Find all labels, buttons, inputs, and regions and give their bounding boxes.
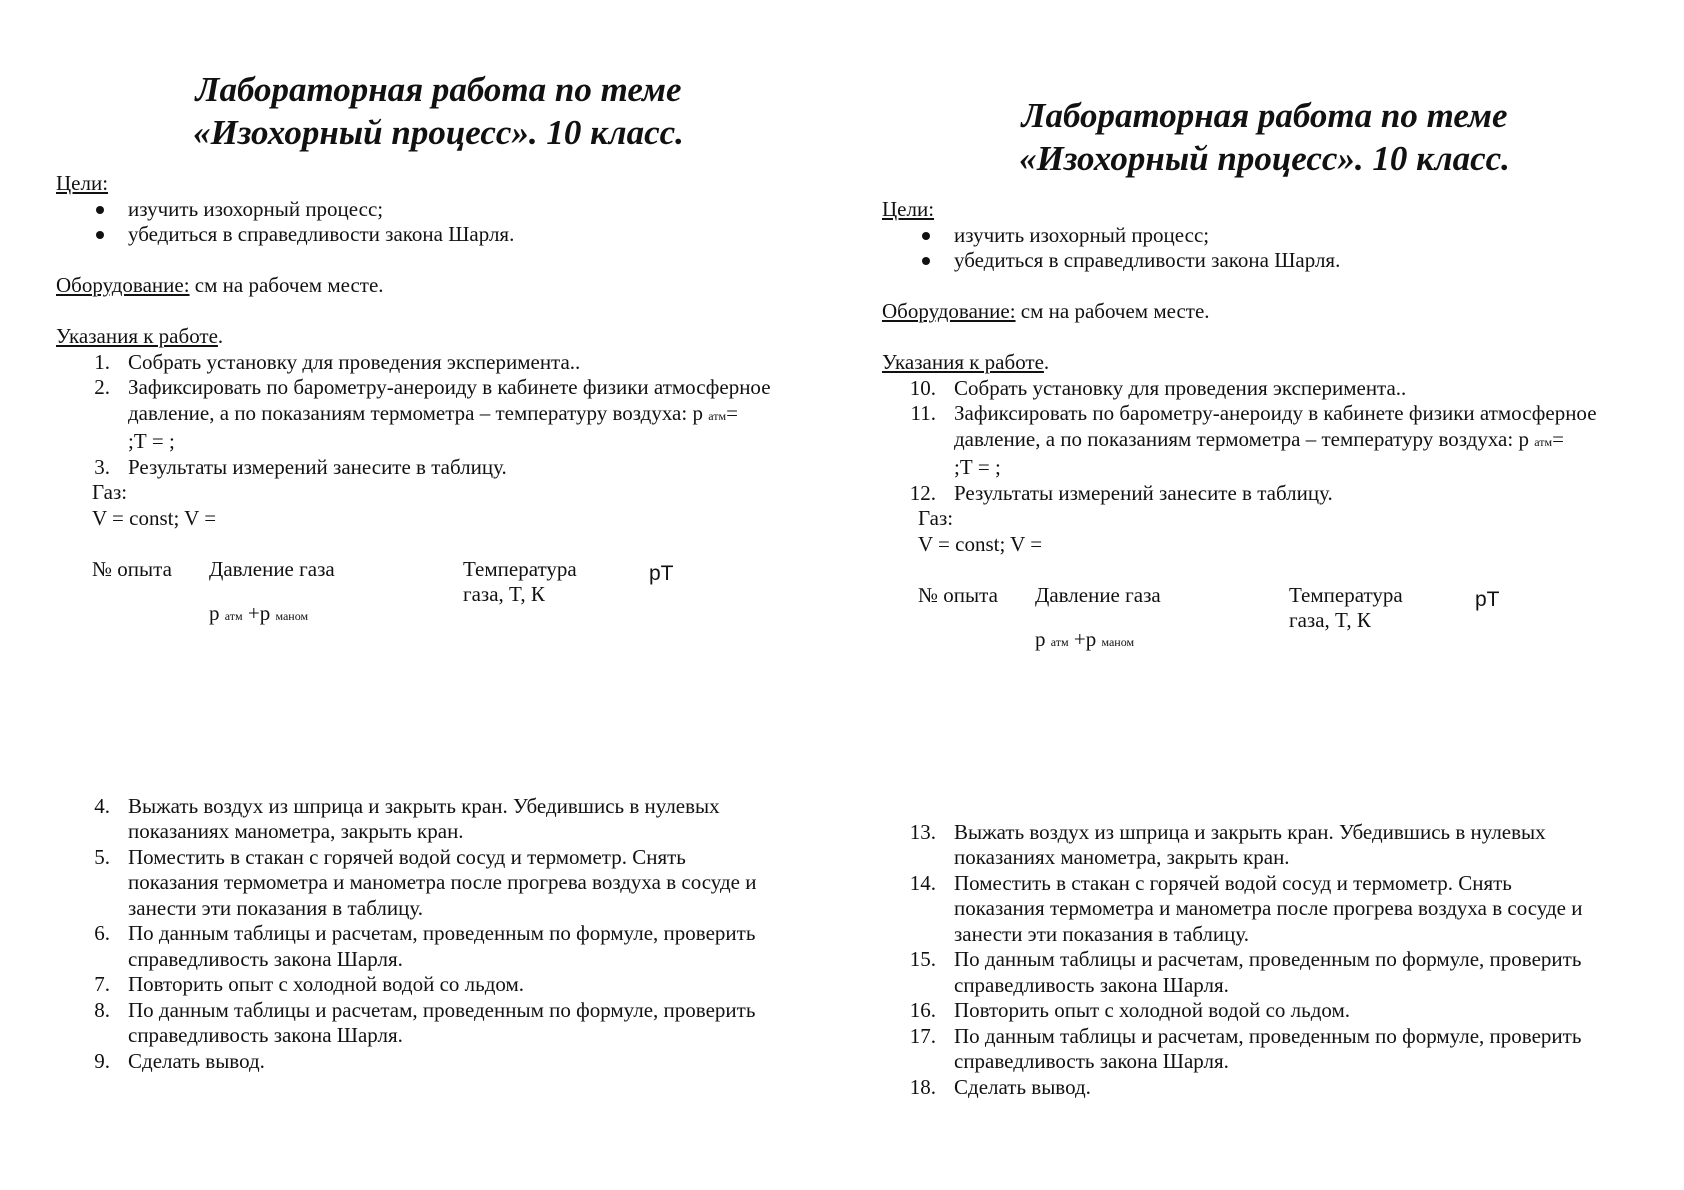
equipment-label: Оборудование: bbox=[882, 299, 1016, 323]
col-experiment-number: № опыта bbox=[918, 582, 998, 607]
col-p-over-t: pT bbox=[1475, 587, 1500, 611]
step-item: 3. Результаты измерений занесите в таблицу. bbox=[94, 454, 507, 479]
goal-item: убедиться в справедливости закона Шарля. bbox=[56, 222, 801, 248]
measurement-table-body bbox=[56, 649, 801, 794]
goals-list bbox=[882, 223, 1627, 274]
worksheet-right bbox=[882, 94, 1627, 1100]
step-item: 18. Сделать вывод. bbox=[909, 1074, 1091, 1099]
bullet-icon bbox=[96, 231, 104, 239]
goal-item: изучить изохорный процесс; bbox=[56, 197, 801, 223]
patm-subscript: атм bbox=[708, 408, 727, 423]
step-item: 9. Сделать вывод. bbox=[94, 1048, 265, 1073]
goals-list bbox=[56, 197, 801, 248]
gas-label: Газ: bbox=[92, 480, 128, 504]
gas-label: Газ: bbox=[918, 506, 954, 530]
equipment-label: Оборудование: bbox=[56, 273, 190, 297]
step-item: 7. Повторить опыт с холодной водой со льдом. bbox=[94, 972, 525, 996]
instructions-heading: Указания к работе. bbox=[882, 350, 1050, 374]
goals-heading: Цели: bbox=[882, 197, 935, 221]
instructions-heading: Указания к работе. bbox=[56, 324, 224, 348]
pressure-formula: р атм +р маном bbox=[1035, 626, 1135, 651]
patm-subscript: атм bbox=[1534, 434, 1553, 449]
bullet-icon bbox=[96, 206, 104, 214]
step-item: 5. Поместить в стакан с горячей водой сосуд и термометр. Снять показания термометра и манометра после прогрева воздуха в сосуде и занести эти показания в таблицу. bbox=[94, 844, 757, 920]
steps-list-a bbox=[882, 376, 1627, 507]
worksheet-left bbox=[56, 68, 801, 1074]
goals-heading: Цели: bbox=[56, 171, 109, 195]
worksheet-title bbox=[56, 68, 801, 154]
equipment-text: см на рабочем месте. bbox=[1015, 299, 1210, 323]
col-gas-pressure: Давление газа bbox=[209, 556, 335, 581]
title-line-1: Лабораторная работа по теме bbox=[1021, 96, 1508, 135]
equipment-line bbox=[56, 273, 801, 299]
steps-list-b bbox=[56, 794, 801, 1075]
steps-list-b bbox=[882, 820, 1627, 1101]
col-experiment-number: № опыта bbox=[92, 556, 172, 581]
title-line-2: «Изохорный процесс». 10 класс. bbox=[193, 113, 684, 152]
title-line-1: Лабораторная работа по теме bbox=[195, 70, 682, 109]
step-item: 10. Собрать установку для проведения эксперимента.. bbox=[909, 375, 1407, 400]
step-item: 11. Зафиксировать по барометру-анероиду в кабинете физики атмосферное давление, а по показаниям термометра – температуру воздуха: р атм= ;Т = ; bbox=[910, 401, 1597, 479]
step-item: 8. По данным таблицы и расчетам, проведенным по формуле, проверить справедливость закона Шарля. bbox=[94, 997, 756, 1047]
step-item: 6. По данным таблицы и расчетам, проведенным по формуле, проверить справедливость закона Шарля. bbox=[94, 921, 756, 971]
measurement-table-header bbox=[56, 557, 801, 649]
bullet-icon bbox=[922, 232, 930, 240]
equipment-line bbox=[882, 299, 1627, 325]
title-line-2: «Изохорный процесс». 10 класс. bbox=[1019, 139, 1510, 178]
col-gas-temperature: Температура газа, T, К bbox=[1289, 582, 1403, 632]
measurement-table-header bbox=[882, 583, 1627, 675]
volume-line: V = const; V = bbox=[918, 531, 1043, 556]
col-p-over-t: pT bbox=[649, 561, 674, 585]
goal-item: убедиться в справедливости закона Шарля. bbox=[882, 248, 1627, 274]
col-gas-pressure: Давление газа bbox=[1035, 582, 1161, 607]
step-item: 17. По данным таблицы и расчетам, проведенным по формуле, проверить справедливость закона Шарля. bbox=[909, 1023, 1582, 1073]
step-item: 15. По данным таблицы и расчетам, проведенным по формуле, проверить справедливость закона Шарля. bbox=[909, 947, 1582, 997]
steps-list-a bbox=[56, 350, 801, 481]
step-item: 2. Зафиксировать по барометру-анероиду в кабинете физики атмосферное давление, а по показаниям термометра – температуру воздуха: р атм= ;Т = ; bbox=[94, 375, 771, 453]
step-item: 4. Выжать воздух из шприца и закрыть кран. Убедившись в нулевых показаниях манометра, закрыть кран. bbox=[94, 793, 720, 843]
step-item: 12. Результаты измерений занесите в таблицу. bbox=[909, 480, 1333, 505]
step-item: 13. Выжать воздух из шприца и закрыть кран. Убедившись в нулевых показаниях манометра, закрыть кран. bbox=[909, 819, 1546, 869]
step-item: 1. Собрать установку для проведения эксперимента.. bbox=[94, 349, 581, 374]
measurement-table-body bbox=[882, 675, 1627, 820]
bullet-icon bbox=[922, 257, 930, 265]
volume-line: V = const; V = bbox=[92, 505, 217, 530]
step-item: 16. Повторить опыт с холодной водой со льдом. bbox=[909, 998, 1351, 1022]
goal-item: изучить изохорный процесс; bbox=[882, 223, 1627, 249]
pressure-formula: р атм +р маном bbox=[209, 600, 309, 625]
equipment-text: см на рабочем месте. bbox=[189, 273, 384, 297]
col-gas-temperature: Температура газа, T, К bbox=[463, 556, 577, 606]
worksheet-title bbox=[882, 94, 1627, 180]
step-item: 14. Поместить в стакан с горячей водой сосуд и термометр. Снять показания термометра и манометра после прогрева воздуха в сосуде и занести эти показания в таблицу. bbox=[909, 870, 1583, 946]
